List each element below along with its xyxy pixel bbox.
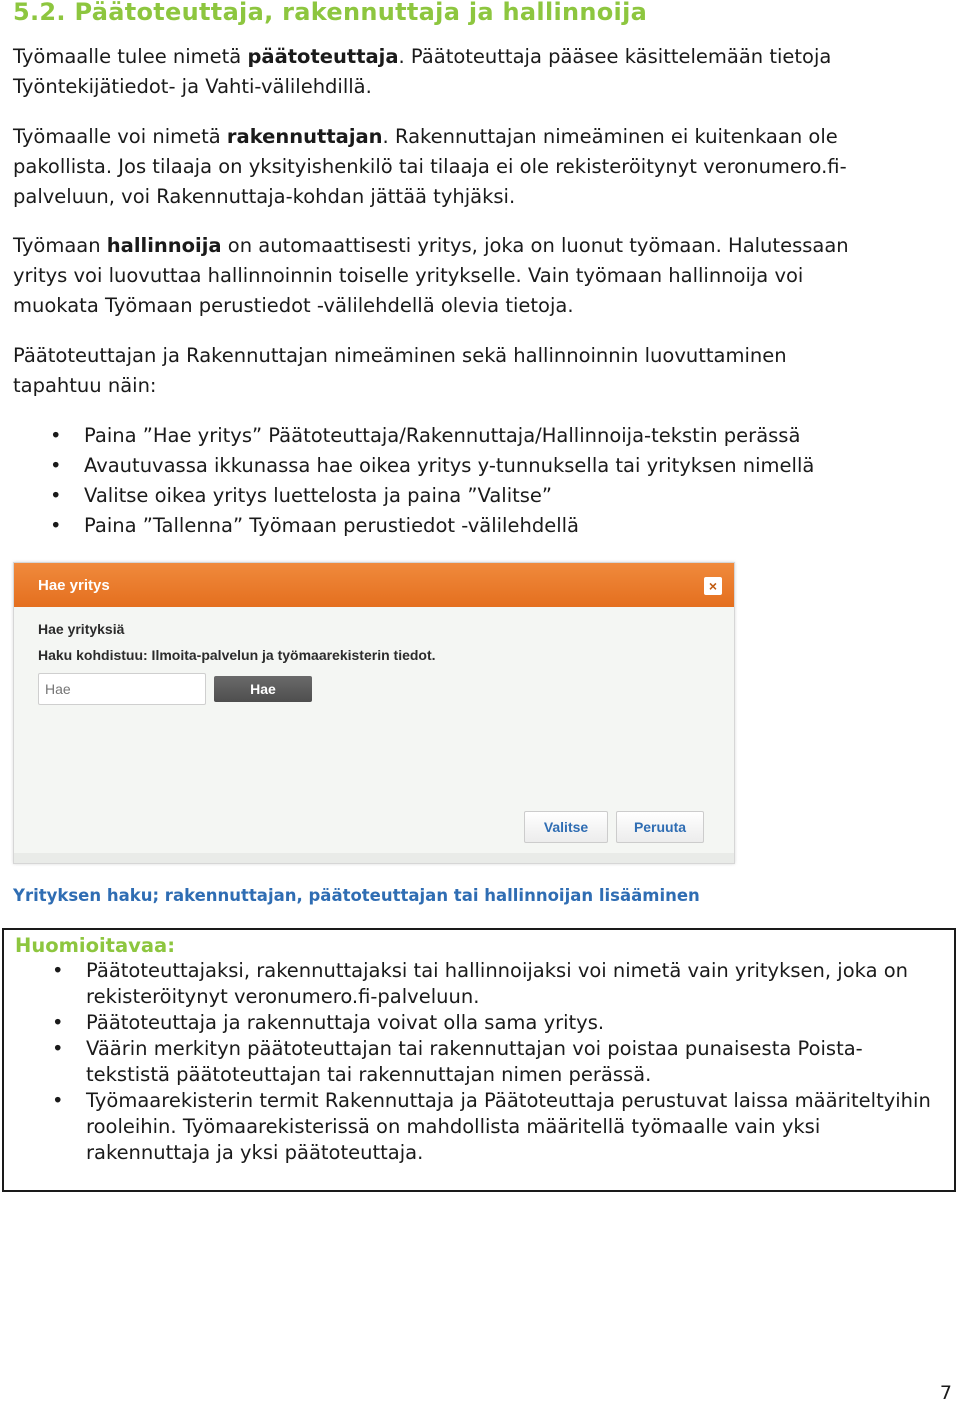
p2-text-c: . Rakennuttajan nimeäminen ei kuitenkaan ole (382, 125, 838, 148)
note-box (2, 928, 956, 1192)
hae-yritys-dialog-screenshot (13, 562, 735, 864)
p1-bold: päätoteuttaja (247, 45, 399, 68)
paragraph-nimeaminen (13, 341, 953, 401)
note-item: • Päätoteuttaja ja rakennuttaja voivat olla sama yritys. (52, 1010, 932, 1036)
search-button[interactable]: Hae (214, 676, 312, 702)
note-item: • Väärin merkityn päätoteuttajan tai rakennuttajan voi poistaa punaisesta Poista-tekstistä päätoteuttajan tai rakennuttajan nimen perässä. (52, 1036, 932, 1088)
step-item: • Paina ”Tallenna” Työmaan perustiedot -välilehdellä (50, 511, 950, 541)
p2-bold: rakennuttajan (226, 125, 383, 148)
p3-text-c: on automaattisesti yritys, joka on luonut työmaan. Halutessaan (221, 234, 849, 257)
step-item: • Paina ”Hae yritys” Päätoteuttaja/Rakennuttaja/Hallinnoija-tekstin perässä (50, 421, 950, 451)
paragraph-hallinnoija (13, 231, 953, 321)
note-item: • Työmaarekisterin termit Rakennuttaja ja Päätoteuttaja perustuvat laissa määriteltyihin rooleihin. Työmaarekisterissä on mahdollista määritellä työmaalle vain yksi rakennuttaja ja yksi päätoteuttaja. (52, 1088, 932, 1166)
note-title: Huomioitavaa: (15, 934, 175, 957)
p2-line2: pakollista. Jos tilaaja on yksityishenkilö tai tilaaja ei ole rekisteröitynyt veronumero.fi- (13, 155, 847, 178)
p1-line2: Työntekijätiedot- ja Vahti-välilehdillä. (13, 75, 372, 98)
p3-line3: muokata Työmaan perustiedot -välilehdellä olevia tietoja. (13, 294, 574, 317)
p1-text-c: . Päätoteuttaja pääsee käsittelemään tietoja (398, 45, 832, 68)
p3-text-a: Työmaan (13, 234, 107, 257)
note-item: • Päätoteuttajaksi, rakennuttajaksi tai hallinnoijaksi voi nimetä vain yrityksen, joka on rekisteröitynyt veronumero.fi-palveluun. (52, 958, 932, 1010)
figure-caption: Yrityksen haku; rakennuttajan, päätoteuttajan tai hallinnoijan lisääminen (13, 886, 700, 905)
company-search-input[interactable] (38, 673, 206, 705)
dialog-title: Hae yritys (38, 577, 110, 594)
p2-line3: palveluun, voi Rakennuttaja-kohdan jättää tyhjäksi. (13, 185, 516, 208)
p1-text-a: Työmaalle tulee nimetä (13, 45, 248, 68)
steps-list (50, 421, 950, 541)
p4-line2: tapahtuu näin: (13, 374, 157, 397)
p3-line2: yritys voi luovuttaa hallinnoinnin toiselle yritykselle. Vain työmaan hallinnoija voi (13, 264, 804, 287)
paragraph-paatoteuttaja (13, 42, 953, 102)
section-heading: 5.2. Päätoteuttaja, rakennuttaja ja hallinnoija (13, 0, 648, 26)
close-icon[interactable]: × (704, 577, 722, 595)
note-list (52, 958, 932, 1166)
p4-line1: Päätoteuttajan ja Rakennuttajan nimeäminen sekä hallinnoinnin luovuttaminen (13, 344, 787, 367)
p2-text-a: Työmaalle voi nimetä (13, 125, 227, 148)
select-button[interactable]: Valitse (524, 811, 608, 843)
dialog-footer-strip (14, 853, 734, 863)
step-item: • Avautuvassa ikkunassa hae oikea yritys y-tunnuksella tai yrityksen nimellä (50, 451, 950, 481)
step-item: • Valitse oikea yritys luettelosta ja paina ”Valitse” (50, 481, 950, 511)
p3-bold: hallinnoija (106, 234, 222, 257)
cancel-button[interactable]: Peruuta (616, 811, 704, 843)
dialog-title-bar (14, 563, 734, 607)
dialog-subtitle: Hae yrityksiä (38, 621, 125, 637)
paragraph-rakennuttaja (13, 122, 953, 212)
dialog-info: Haku kohdistuu: Ilmoita-palvelun ja työmaarekisterin tiedot. (38, 647, 436, 663)
page-number: 7 (939, 1382, 952, 1404)
